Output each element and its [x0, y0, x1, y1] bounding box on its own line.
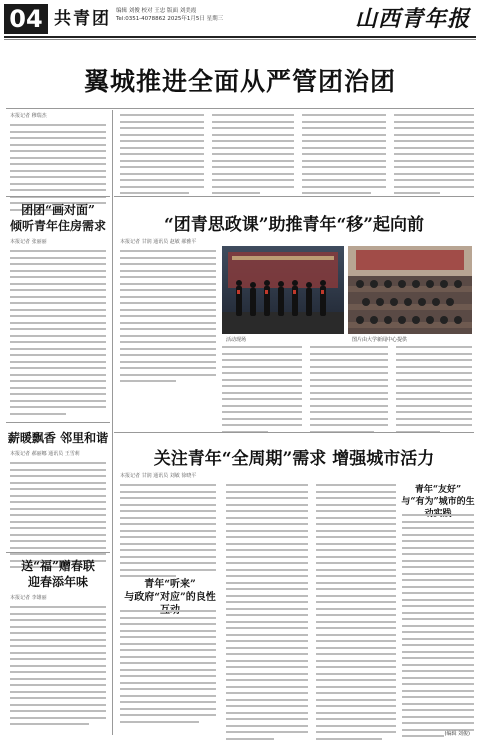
subsection-title-line1: 青年“友好”: [414, 485, 462, 495]
article-body: [10, 606, 106, 730]
article-body: [120, 484, 216, 582]
article-body: [212, 114, 294, 199]
section-rule: [114, 432, 474, 433]
header-contact-date: Tel:0351-4078862 2025年1月5日 星期三: [116, 16, 224, 22]
article-byline: 本报记者 甘润 通讯员 刘敏 徐晓平: [120, 473, 197, 479]
article-body: [120, 114, 204, 199]
article-byline: 本报记者 李雄丽: [10, 595, 47, 601]
article-title-line2: 迎春添年味: [27, 575, 88, 589]
subsection-title-line2: 与“有为”城市的生: [401, 497, 475, 507]
article-title-line1: 团团“画对面”: [21, 203, 95, 217]
header-rule-thin: [4, 39, 476, 40]
article-title-line1: 送“福”赠春联: [21, 559, 95, 573]
page-number: 04: [4, 4, 48, 34]
article-byline: 本报记者 张丽丽: [10, 239, 47, 245]
article-body: [120, 250, 216, 387]
article-body: [10, 462, 106, 573]
section-rule: [6, 552, 110, 553]
event-photo: [222, 246, 344, 334]
article-body: [394, 114, 474, 199]
event-photo: [348, 246, 472, 334]
article-body: [316, 484, 396, 744]
article-headline: 关注青年“全周期”需求 增强城市活力: [153, 449, 435, 469]
article-body: [310, 346, 388, 437]
editor-tag: (编辑 刘俊): [444, 731, 470, 737]
article-body: [222, 346, 302, 437]
section-rule: [114, 196, 474, 197]
article-title: 薪暖飘香 邻里和谐: [7, 431, 109, 445]
article-byline: 本报记者 甘润 通讯员 赵敏 郝雅平: [120, 239, 197, 245]
article-title: [6, 558, 110, 590]
article-body: [120, 610, 216, 727]
article-headline: “团青思政课”助推青年“移”起向前: [163, 215, 425, 235]
article-body: [396, 346, 472, 437]
main-headline: 翼城推进全面从严管团治团: [83, 67, 396, 96]
column-divider: [112, 110, 113, 735]
section-rule: [6, 422, 110, 423]
article-body: [302, 114, 386, 199]
article-body: [10, 250, 106, 419]
article-byline: 本报记者 郝丽娜 通讯员 王雪莉: [10, 451, 80, 457]
article-body: [402, 514, 474, 742]
article-title-line2: 倾听青年住房需求: [9, 219, 106, 233]
photo-caption: 活动现场: [226, 337, 247, 343]
rule-below-headline: [6, 108, 474, 109]
newspaper-logo: 山西青年报: [354, 6, 470, 32]
header-rule: [4, 36, 476, 38]
section-title: 共青团: [54, 9, 111, 29]
section-rule: [6, 196, 110, 197]
subsection-title-line1: 青年“听来”: [144, 579, 196, 590]
article-body: [226, 484, 308, 744]
header-editors: 编辑 刘俊 校对 王忠 版面 刘美霞: [116, 8, 197, 14]
subsection-title-line2: 与政府“对应”的良性: [124, 592, 216, 603]
article-title: [6, 202, 110, 234]
article-byline: 本报记者 穆瑞杰: [10, 113, 47, 119]
photo-caption: 图片由大学新闻中心提供: [352, 337, 408, 343]
